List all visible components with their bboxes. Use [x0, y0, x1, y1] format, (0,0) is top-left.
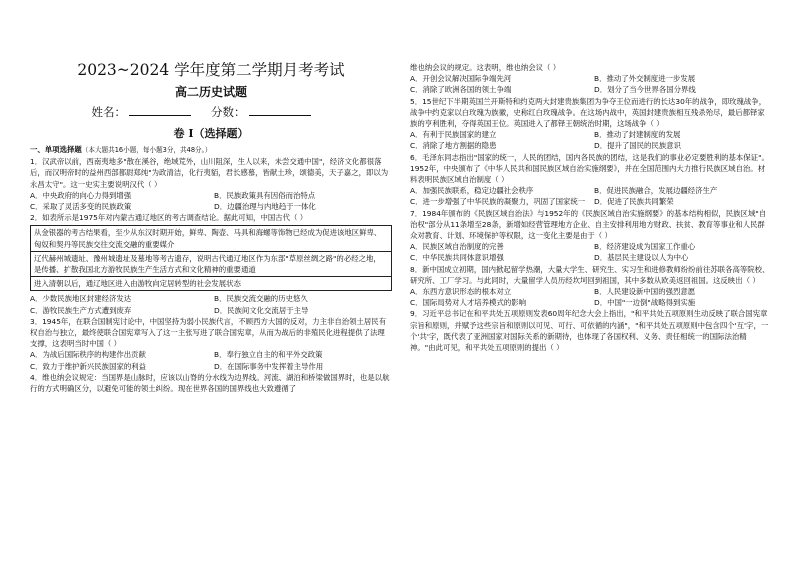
- question-5-stem: 5．15世纪下半期英国兰开斯特和约克两大封建贵族集团为争夺王位而进行的长达30年的战争，即玫瑰战争，战争中约克家以白玫瑰为族徽，史称红白玫瑰战争。在这场内战中，英国封建贵族相互残杀殆尽，最后都铎家族的亨利胜利，夺得英国王位。英国进入了都铎王朝统治时期，这场战争（ ）: [410, 96, 767, 129]
- q4-option-b[interactable]: B．推动了外交制度进一步发展: [594, 74, 696, 84]
- score-label: 分数：: [211, 105, 246, 119]
- q8-option-c[interactable]: C．国际局势对人才培养模式的影响: [410, 298, 527, 308]
- q7-option-b[interactable]: B．经济建设成为国家工作重心: [594, 242, 696, 252]
- part-title: 卷 I（选择题）: [173, 127, 249, 140]
- question-4-options: [410, 73, 772, 95]
- question-4-stem: 4．维也纳会议规定：当国界是山脉时，应该以山脊的分水线为边界线。河流、湖泊和桥梁做国界时，也是以航行的方式明确区分，以避免可能的领土纠纷。现在世界各国的国界线也大致遵循了: [30, 372, 390, 394]
- q4-option-d[interactable]: D．划分了当今世界各国分界线: [594, 85, 696, 95]
- question-5-options: [410, 129, 772, 151]
- question-6-options: [410, 185, 772, 207]
- q2-option-d[interactable]: D．民族间文化交流居于主导: [214, 305, 309, 315]
- q2-option-b[interactable]: B．民族交流交融的历史悠久: [214, 294, 308, 304]
- q6-option-c[interactable]: C．进一步增强了中华民族的凝聚力，巩固了国家统一: [410, 197, 586, 207]
- q4-option-a[interactable]: A．开创会议解决国际争端先河: [410, 74, 512, 84]
- right-questions: [410, 62, 772, 353]
- section-title: [30, 144, 392, 156]
- q3-option-d[interactable]: D．在国际事务中发挥着主导作用: [214, 361, 324, 371]
- q8-option-a[interactable]: A．东西方意识形态的根本对立: [410, 287, 512, 297]
- q3-option-a[interactable]: A．为战后国际秩序的构建作出贡献: [30, 350, 146, 360]
- q5-option-d[interactable]: D．提升了国民的民族意识: [594, 141, 681, 151]
- q5-option-b[interactable]: B．推动了封建制度的发展: [594, 130, 681, 140]
- question-3-stem: 3．1945年，在联合国制宪讨论中，中国坚持为弱小民族代言，不顾西方大国的反对，力主非自治领土居民有权自治与独立，最终使联合国宪章写入了这一主张写进了联合国宪章，从而为战后的非殖民化进程提供了法理支撑，这表明当时中国（ ）: [30, 316, 387, 349]
- q4-option-c[interactable]: C．消除了欧洲各国的领土争端: [410, 85, 512, 95]
- name-label: 姓名：: [91, 105, 126, 119]
- exam-title: 2023~2024 学年度第二学期月考考试: [77, 61, 345, 79]
- question-2-table: [30, 225, 392, 291]
- q1-option-c[interactable]: C．采取了灵活多变的民族政策: [30, 202, 132, 212]
- question-8-stem: 8．新中国成立初期，国内掀起留学热潮，大量大学生、研究生、实习生和进修教师纷纷前往苏联各高等院校、研究所、工厂学习。与此同时，大量留学人员历经坎坷回到祖国，其中多数从欧美返回祖国。这反映出（ ）: [410, 264, 770, 285]
- q3-option-c[interactable]: C．致力于维护新兴民族国家的利益: [30, 361, 147, 371]
- q2-table-row: 辽代赫州城遗址、豫州城遗址及墓地等考古遗存，说明古代通辽地区作为东部"草原丝绸之路"的必经之地，是传播、扩散我国北方游牧民族生产生活方式和文化精神的重要通道: [31, 251, 391, 276]
- q3-option-b[interactable]: B．奉行独立自主的和平外交政策: [214, 350, 323, 360]
- q6-option-d[interactable]: D．促进了民族共同繁荣: [594, 197, 674, 207]
- q2-table-row: 从金银器的考古结果看，至少从东汉时期开始，鲜卑、陶壶、马具和海螺等饰物已经成为促进该地区鲜卑、匈奴和契丹等民族交往交流交融的重要媒介: [34, 228, 382, 249]
- q6-option-b[interactable]: B．促进民族融合，发展边疆经济生产: [594, 186, 718, 196]
- name-score-line: [30, 104, 392, 120]
- q6-option-a[interactable]: A．加强民族联系，稳定边疆社会秩序: [410, 186, 534, 196]
- q8-option-b[interactable]: B．人民建设新中国的强烈意愿: [594, 287, 696, 297]
- q5-option-c[interactable]: C．消除了地方割据的隐患: [410, 141, 497, 151]
- question-7-stem: 7．1984年颁布的《民族区域自治法》与1952年的《民族区域自治实施纲要》的基本结构相似，民族区域"自治权"部分从11条增至28条，新增如经营管理地方企业、自主安排利用地方财政、扶贫、教育等事业和人民群众对教育、计划、环境保护等权限，这一变化主要是由于（ ）: [410, 208, 767, 241]
- score-field[interactable]: [249, 104, 311, 116]
- question-1-stem: 1．汉武帝以前，西南夷地多"散在溪谷，绝域荒外，山川阻深，生人以来，未尝交通中国"，经济文化都很落后，而汉明帝时的益州西部都尉郑纯"为政清洁，化行夷貊，君长感慕，皆献土珍，颂德美，天子嘉之，即以为永昌太守"。这一史实主要说明汉代（ ）: [30, 157, 389, 189]
- question-8-options: [410, 286, 772, 308]
- q1-option-b[interactable]: B．民族政策具有因俗而治特点: [214, 190, 316, 200]
- q2-option-a[interactable]: A．少数民族地区封建经济发达: [30, 294, 132, 304]
- exam-subject: 高二历史试题: [174, 85, 247, 99]
- q5-option-a[interactable]: A．有利于民族国家的建立: [410, 130, 497, 140]
- q2-option-c[interactable]: C．游牧民族生产方式遭到废弃: [30, 305, 132, 315]
- q7-option-d[interactable]: D．基层民主建设以人为中心: [594, 253, 689, 263]
- question-1-options: [30, 190, 392, 212]
- q2-table-row: 进入清朝以后，通辽地区进入由游牧向定居转型的社会发展状态: [31, 276, 391, 290]
- question-3-options: [30, 349, 392, 371]
- section-title-text: 一、单项选择题: [30, 145, 82, 154]
- q8-option-d[interactable]: D．中国"一边倒"战略得到实施: [594, 298, 696, 308]
- question-6-stem: 6．毛泽东同志指出"国家的统一，人民的团结，国内各民族的团结，这是我们的事业必定要胜利的基本保证"。1952年，中央颁布了《中华人民共和国民族区域自治实施纲要》，并在全国范围内大力推行民族区域自治。材料表明民族区域自治制度（ ）: [410, 152, 769, 185]
- section-note: （本大题共16小题，每小题3分，共48分。）: [81, 146, 212, 154]
- q7-option-a[interactable]: A．民族区域自治制度的完善: [410, 242, 504, 252]
- question-7-options: [410, 241, 772, 263]
- q1-option-a[interactable]: A．中央政府的向心力得到增强: [30, 190, 132, 200]
- left-questions: [30, 144, 392, 394]
- question-2-stem: 2．如表所示是1975年对内蒙古通辽地区的考古调查结论。据此可知，中国古代（ ）: [30, 213, 308, 223]
- q7-option-c[interactable]: C．中华民族共同体意识增强: [410, 253, 504, 263]
- question-4-continued: 维也纳会议的规定。这表明，维也纳会议（ ）: [410, 63, 561, 72]
- name-field[interactable]: [129, 104, 191, 116]
- question-9-stem: 9．习近平总书记在和平共处五项原则发表60周年纪念大会上指出，"和平共处五项原则生动反映了联合国宪章宗旨和原则，并赋予这些宗旨和原则以可见、可行、可依循的内涵"，"和平共处五项原则中包含四个'互'字，一个'共'字，既代表了亚洲国家对国际关系的新期待，也体现了各国权利、义务、责任相统一的国际法治精神。"由此可见，和平共处五项原则的提出（ ）: [410, 309, 769, 353]
- q1-option-d[interactable]: D．边疆治理与内地趋于一体化: [214, 202, 316, 212]
- question-2-options: [30, 293, 392, 315]
